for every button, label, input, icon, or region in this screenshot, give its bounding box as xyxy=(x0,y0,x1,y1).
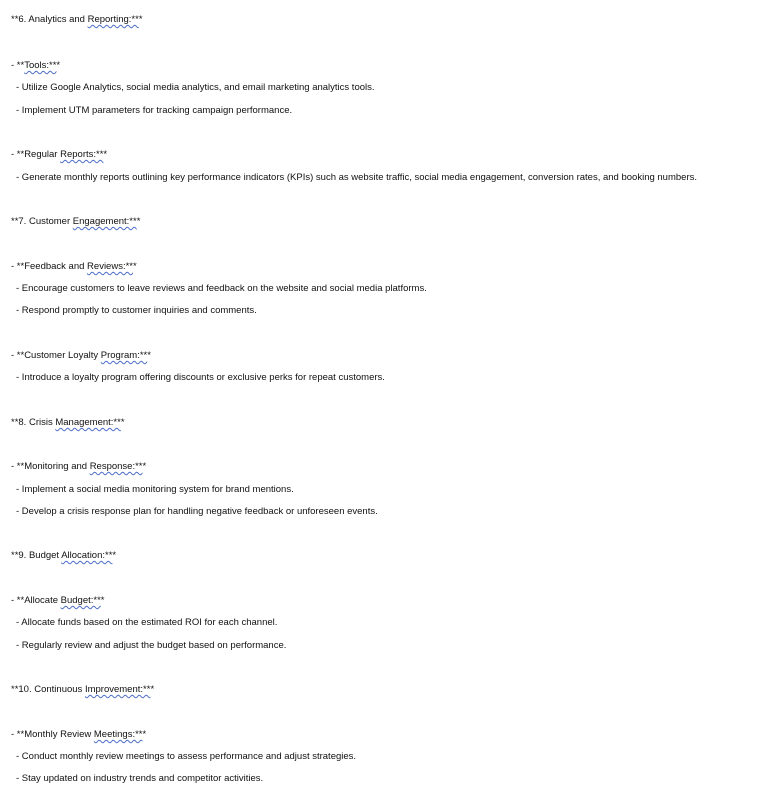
list-item: - Implement UTM parameters for tracking campaign performance. xyxy=(16,105,293,116)
section-heading-budget-allocation: **9. Budget Allocation:*** xyxy=(11,550,117,561)
spelling-flag[interactable]: Reporting:** xyxy=(87,14,139,25)
list-item: - Stay updated on industry trends and competitor activities. xyxy=(16,773,264,784)
list-item: - Generate monthly reports outlining key performance indicators (KPIs) such as website traffic, social media engagement, conversion rates, and booking numbers. xyxy=(16,172,697,183)
list-item: - Encourage customers to leave reviews and feedback on the website and social media platforms. xyxy=(16,283,427,294)
list-item: - Implement a social media monitoring system for brand mentions. xyxy=(16,484,294,495)
section-heading-continuous-improvement: **10. Continuous Improvement:*** xyxy=(11,684,155,695)
list-item: - Allocate funds based on the estimated ROI for each channel. xyxy=(16,617,278,628)
list-item: - Respond promptly to customer inquiries and comments. xyxy=(16,305,257,316)
section-heading-customer-engagement: **7. Customer Engagement:*** xyxy=(11,216,141,227)
list-item: - Utilize Google Analytics, social media analytics, and email marketing analytics tools. xyxy=(16,82,375,93)
spelling-flag[interactable]: Allocation:** xyxy=(61,550,113,561)
subheading-tools: - **Tools:*** xyxy=(11,60,61,71)
list-item: - Regularly review and adjust the budget based on performance. xyxy=(16,640,287,651)
spelling-flag[interactable]: Engagement:** xyxy=(72,216,137,227)
spelling-flag[interactable]: Tools:** xyxy=(24,60,57,71)
list-item: - Introduce a loyalty program offering discounts or exclusive perks for repeat customers. xyxy=(16,372,385,383)
spelling-flag[interactable]: Response:** xyxy=(89,461,143,472)
subheading-regular-reports: - **Regular Reports:*** xyxy=(11,149,108,160)
spelling-flag[interactable]: Program:** xyxy=(100,350,148,361)
subheading-feedback-reviews: - **Feedback and Reviews:*** xyxy=(11,261,137,272)
spelling-flag[interactable]: Improvement:** xyxy=(84,684,151,695)
section-heading-crisis-management: **8. Crisis Management:*** xyxy=(11,417,125,428)
subheading-monthly-review-meetings: - **Monthly Review Meetings:*** xyxy=(11,729,147,740)
section-heading-analytics-reporting: **6. Analytics and Reporting:*** xyxy=(11,14,143,25)
spelling-flag[interactable]: Reports:** xyxy=(60,149,104,160)
subheading-allocate-budget: - **Allocate Budget:*** xyxy=(11,595,105,606)
subheading-monitoring-response: - **Monitoring and Response:*** xyxy=(11,461,147,472)
list-item: - Develop a crisis response plan for handling negative feedback or unforeseen events. xyxy=(16,506,378,517)
spelling-flag[interactable]: Budget:** xyxy=(60,595,101,606)
spelling-flag[interactable]: Reviews:** xyxy=(87,261,133,272)
spelling-flag[interactable]: Meetings:** xyxy=(93,729,143,740)
subheading-customer-loyalty-program: - **Customer Loyalty Program:*** xyxy=(11,350,151,361)
list-item: - Conduct monthly review meetings to assess performance and adjust strategies. xyxy=(16,751,357,762)
spelling-flag[interactable]: Management:** xyxy=(55,417,121,428)
